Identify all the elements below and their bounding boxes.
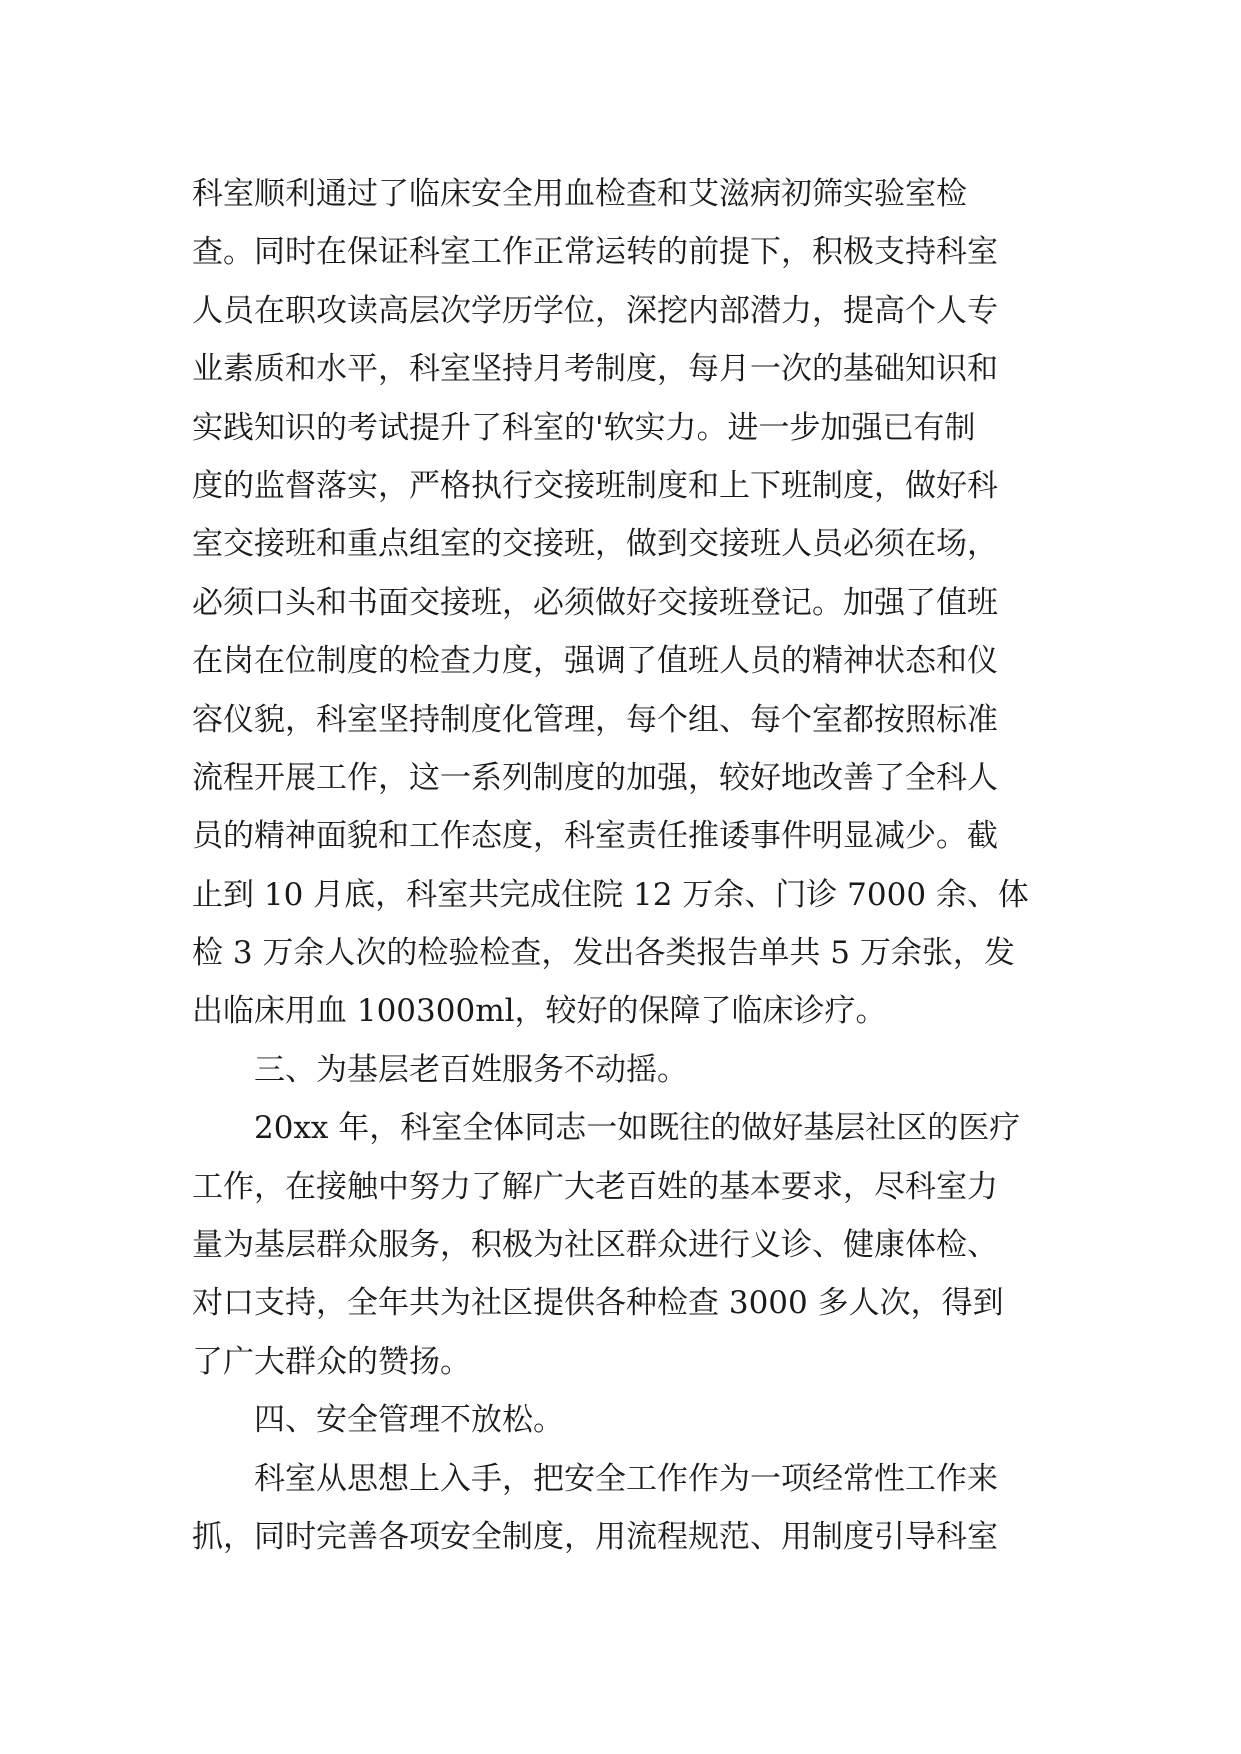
text-line: 科室从思想上入手，把安全工作作为一项经常性工作来 (254, 1460, 998, 1497)
text-line: 在岗在位制度的检查力度，强调了值班人员的精神状态和仪 (192, 643, 998, 680)
text-line: 检 3 万余人次的检验检查，发出各类报告单共 5 万余张，发 (192, 935, 1015, 972)
text-line: 流程开展工作，这一系列制度的加强，较好地改善了全科人 (192, 759, 998, 796)
text-line: 三、为基层老百姓服务不动摇。 (254, 1051, 688, 1088)
text-line: 抓，同时完善各项安全制度，用流程规范、用制度引导科室 (192, 1518, 998, 1555)
text-line: 查。同时在保证科室工作正常运转的前提下，积极支持科室 (192, 234, 998, 271)
text-line: 四、安全管理不放松。 (254, 1402, 564, 1439)
text-line: 度的监督落实，严格执行交接班制度和上下班制度，做好科 (192, 467, 998, 504)
text-line: 出临床用血 100300ml，较好的保障了临床诊疗。 (192, 993, 887, 1030)
text-line: 员的精神面貌和工作态度，科室责任推诿事件明显减少。截 (192, 818, 998, 855)
text-line: 了广大群众的赞扬。 (192, 1343, 471, 1380)
text-line: 业素质和水平，科室坚持月考制度，每月一次的基础知识和 (192, 351, 998, 388)
text-line: 止到 10 月底，科室共完成住院 12 万余、门诊 7000 余、体 (192, 876, 1029, 913)
document-body (192, 165, 1052, 1566)
text-line: 人员在职攻读高层次学历学位，深挖内部潜力，提高个人专 (192, 292, 998, 329)
text-line: 量为基层群众服务，积极为社区群众进行义诊、健康体检、 (192, 1227, 998, 1264)
text-line: 必须口头和书面交接班，必须做好交接班登记。加强了值班 (192, 584, 998, 621)
text-line: 20xx 年，科室全体同志一如既往的做好基层社区的医疗 (254, 1110, 1021, 1147)
text-line: 实践知识的考试提升了科室的'软实力。进一步加强已有制 (192, 409, 976, 446)
text-line: 科室顺利通过了临床安全用血检查和艾滋病初筛实验室检 (192, 176, 967, 212)
text-line: 室交接班和重点组室的交接班，做到交接班人员必须在场， (192, 526, 998, 563)
text-line: 对口支持，全年共为社区提供各种检查 3000 多人次，得到 (192, 1285, 1004, 1322)
text-line: 容仪貌，科室坚持制度化管理，每个组、每个室都按照标准 (192, 701, 998, 738)
text-line: 工作，在接触中努力了解广大老百姓的基本要求，尽科室力 (192, 1168, 998, 1205)
